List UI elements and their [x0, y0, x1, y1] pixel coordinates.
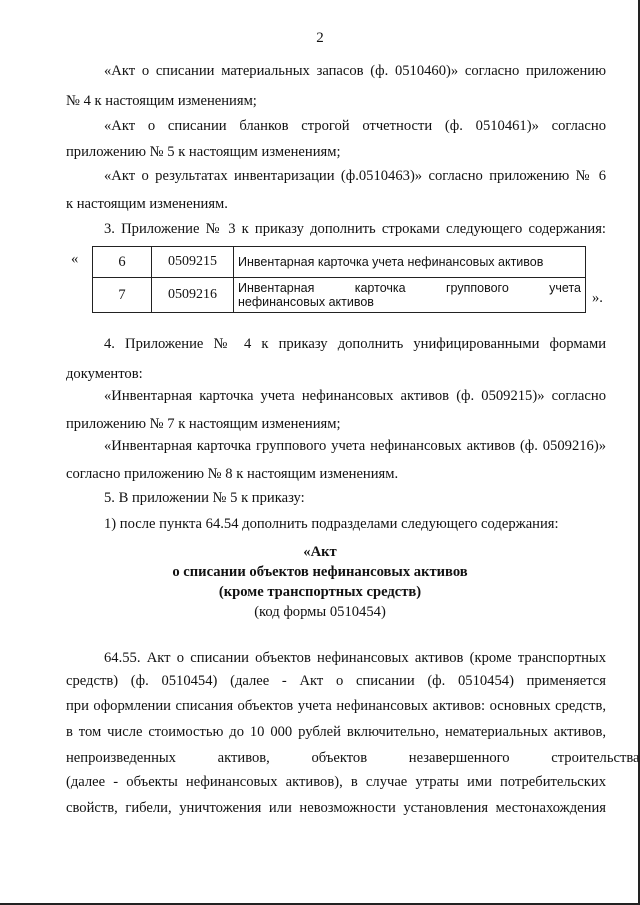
text-line: документов:: [66, 366, 143, 382]
form-code: 0509215: [152, 247, 234, 278]
text-line: приложению № 5 к настоящим изменениям;: [66, 144, 341, 160]
inserted-rows-table: [92, 246, 586, 313]
text-line: «Акт о списании бланков строгой отчетности (ф. 0510461)» согласно: [104, 118, 606, 134]
table-row: [93, 247, 586, 278]
text-line: 64.55. Акт о списании объектов нефинансовых активов (кроме транспортных: [104, 650, 606, 666]
form-name: [234, 278, 586, 313]
text-line: 5. В приложении № 5 к приказу:: [104, 490, 305, 506]
text-line: при оформлении списания объектов учета нефинансовых активов: основных средств,: [66, 698, 606, 714]
form-name-line: Инвентарная карточка учета нефинансовых активов: [238, 255, 544, 269]
text-line: к настоящим изменениям.: [66, 196, 228, 212]
text-line: 4. Приложение № 4 к приказу дополнить унифицированными формами: [104, 336, 606, 352]
table-row: [93, 278, 586, 313]
text-line: (далее - объекты нефинансовых активов), в случае утраты ими потребительских: [66, 774, 606, 790]
text-line: в том числе стоимостью до 10 000 рублей включительно, нематериальных активов,: [66, 724, 606, 740]
text-line: 1) после пункта 64.54 дополнить подразделами следующего содержания:: [104, 516, 559, 532]
text-line: «Акт о списании материальных запасов (ф. 0510460)» согласно приложению: [104, 63, 606, 79]
text-line: непроизведенных активов, объектов незавершенного строительства: [66, 750, 640, 766]
row-number: 6: [93, 247, 152, 278]
page-number: 2: [316, 30, 324, 46]
text-line: свойств, гибели, уничтожения или невозможности установления местонахождения: [66, 800, 606, 816]
table-open-quote: «: [71, 251, 79, 267]
form-code: 0509216: [152, 278, 234, 313]
text-line: 3. Приложение № 3 к приказу дополнить строками следующего содержания:: [104, 221, 606, 237]
form-name: [234, 247, 586, 278]
form-code-line: (код формы 0510454): [254, 604, 386, 620]
text-line: «Акт о результатах инвентаризации (ф.0510463)» согласно приложению № 6: [104, 168, 606, 184]
text-line: «Инвентарная карточка группового учета нефинансовых активов (ф. 0509216)»: [104, 438, 606, 454]
table-close-quote: ».: [592, 290, 603, 306]
text-line: № 4 к настоящим изменениям;: [66, 93, 257, 109]
section-heading: о списании объектов нефинансовых активов: [172, 564, 468, 580]
text-line: согласно приложению № 8 к настоящим изменениям.: [66, 466, 399, 482]
form-name-line: нефинансовых активов: [238, 295, 374, 309]
text-line: приложению № 7 к настоящим изменениям;: [66, 416, 341, 432]
section-heading: (кроме транспортных средств): [218, 584, 422, 600]
section-heading: «Акт: [303, 544, 337, 560]
row-number: 7: [93, 278, 152, 313]
text-line: средств) (ф. 0510454) (далее - Акт о списании (ф. 0510454) применяется: [66, 673, 606, 689]
form-name-line: Инвентарная карточка группового учета: [238, 281, 581, 295]
text-line: «Инвентарная карточка учета нефинансовых активов (ф. 0509215)» согласно: [104, 388, 606, 404]
